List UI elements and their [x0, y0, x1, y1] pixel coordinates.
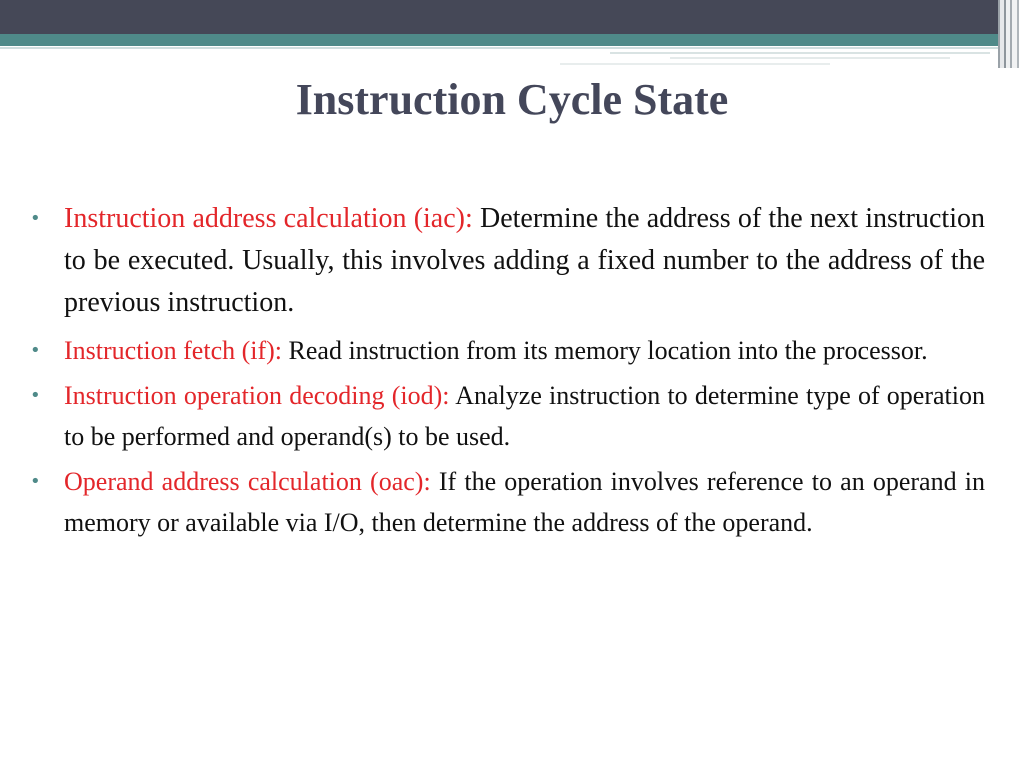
bullet-item: [30, 198, 985, 324]
bullet-dot-icon: •: [30, 208, 41, 229]
bullet-text: If the operation involves reference to an operand in memory or available via I/O, then determine the address of the operand.: [64, 467, 985, 537]
bullet-item: [30, 461, 985, 543]
header-vertical-bars: [998, 0, 1024, 68]
header-accent-line: [610, 52, 990, 54]
header-accent-line: [670, 57, 950, 59]
bullet-item: [30, 375, 985, 457]
header-accent-line: [560, 63, 830, 65]
bullet-list: [30, 198, 985, 547]
bullet-term: Instruction address calculation (iac):: [64, 203, 473, 234]
bullet-text: Read instruction from its memory location into the processor.: [288, 336, 928, 365]
bullet-dot-icon: •: [30, 340, 41, 361]
bullet-text: Determine the address of the next instruction to be executed. Usually, this involves adding a fixed number to the address of the previous instruction.: [64, 203, 985, 318]
bullet-term: Operand address calculation (oac):: [64, 467, 431, 496]
bullet-term: Instruction operation decoding (iod):: [64, 381, 450, 410]
bullet-dot-icon: •: [30, 471, 41, 492]
bullet-dot-icon: •: [30, 385, 41, 406]
header-teal-band: [0, 34, 1000, 46]
bullet-term: Instruction fetch (if):: [64, 336, 283, 365]
header-dark-band: [0, 0, 1024, 34]
bullet-text: Analyze instruction to determine type of operation to be performed and operand(s) to be used.: [64, 381, 985, 451]
slide-title: Instruction Cycle State: [295, 75, 729, 124]
header-accent-line: [0, 47, 1000, 49]
bullet-item: [30, 330, 985, 371]
